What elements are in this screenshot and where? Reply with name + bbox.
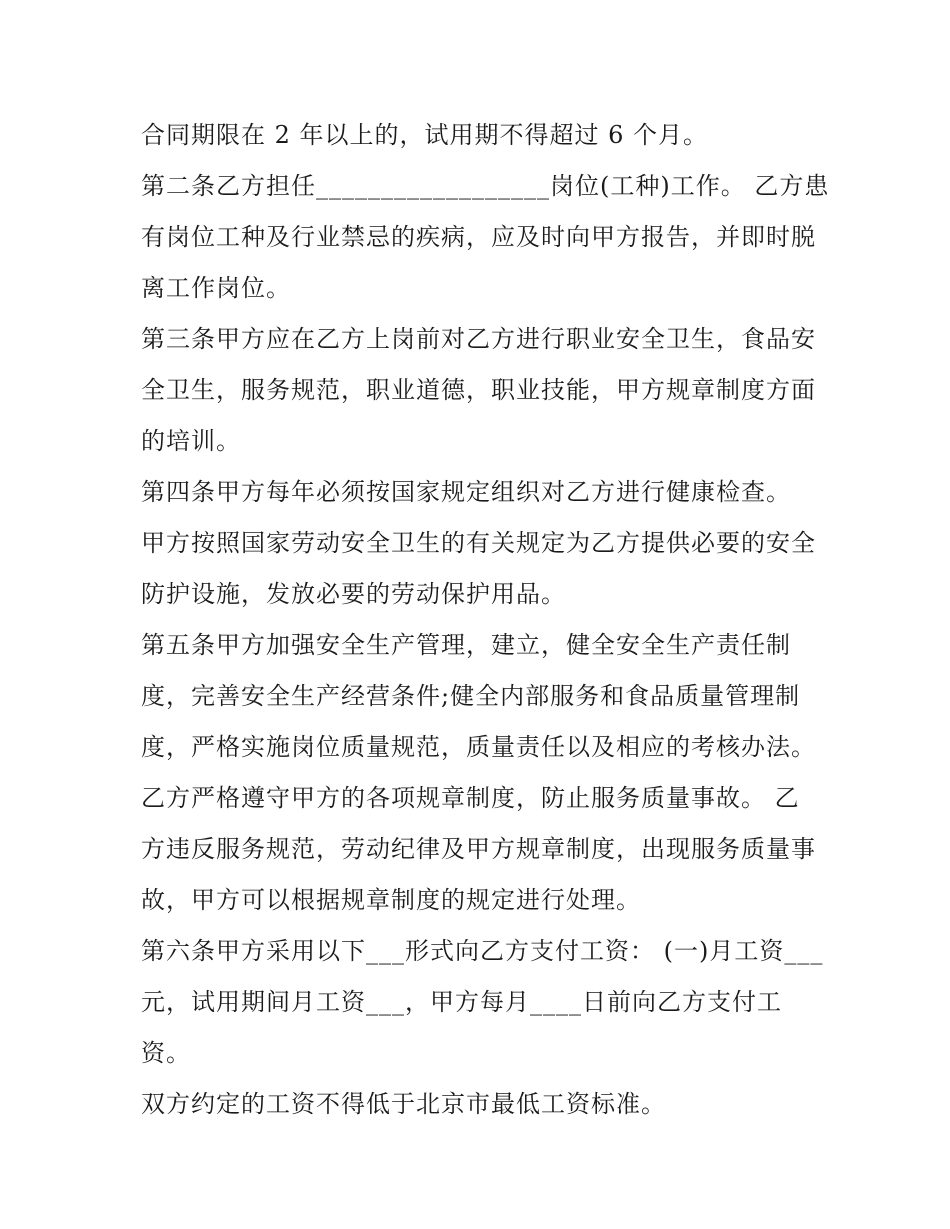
text-line: 的培训。	[141, 427, 241, 455]
text-line: 度，完善安全生产经营条件;健全内部服务和食品质量管理制	[141, 682, 801, 710]
text-line: 第五条甲方加强安全生产管理，建立，健全安全生产责任制	[141, 631, 791, 659]
text-line: 合同期限在 2 年以上的，试用期不得超过 6 个月。	[141, 121, 709, 149]
text-line: 资。	[141, 1039, 191, 1067]
text-line: 第二条乙方担任__________________岗位(工种)工作。 乙方患	[141, 172, 830, 200]
text-line: 乙方严格遵守甲方的各项规章制度，防止服务质量事故。 乙	[141, 784, 800, 812]
text-line: 有岗位工种及行业禁忌的疾病，应及时向甲方报告，并即时脱	[141, 223, 816, 251]
text-line: 双方约定的工资不得低于北京市最低工资标准。	[141, 1090, 666, 1118]
text-line: 第六条甲方采用以下___形式向乙方支付工资： (一)月工资___	[141, 937, 824, 965]
text-line: 离工作岗位。	[141, 274, 291, 302]
text-line: 甲方按照国家劳动安全卫生的有关规定为乙方提供必要的安全	[141, 529, 816, 557]
document-body	[141, 110, 831, 1130]
text-line: 度，严格实施岗位质量规范，质量责任以及相应的考核办法。	[141, 733, 816, 761]
text-line: 全卫生，服务规范，职业道德，职业技能，甲方规章制度方面	[141, 376, 816, 404]
text-line: 第三条甲方应在乙方上岗前对乙方进行职业安全卫生，食品安	[141, 325, 816, 353]
text-line: 防护设施，发放必要的劳动保护用品。	[141, 580, 566, 608]
text-line: 故，甲方可以根据规章制度的规定进行处理。	[141, 886, 641, 914]
text-line: 方违反服务规范，劳动纪律及甲方规章制度，出现服务质量事	[141, 835, 816, 863]
text-line: 第四条甲方每年必须按国家规定组织对乙方进行健康检查。	[141, 478, 791, 506]
text-line: 元，试用期间月工资___，甲方每月____日前向乙方支付工	[141, 988, 782, 1016]
